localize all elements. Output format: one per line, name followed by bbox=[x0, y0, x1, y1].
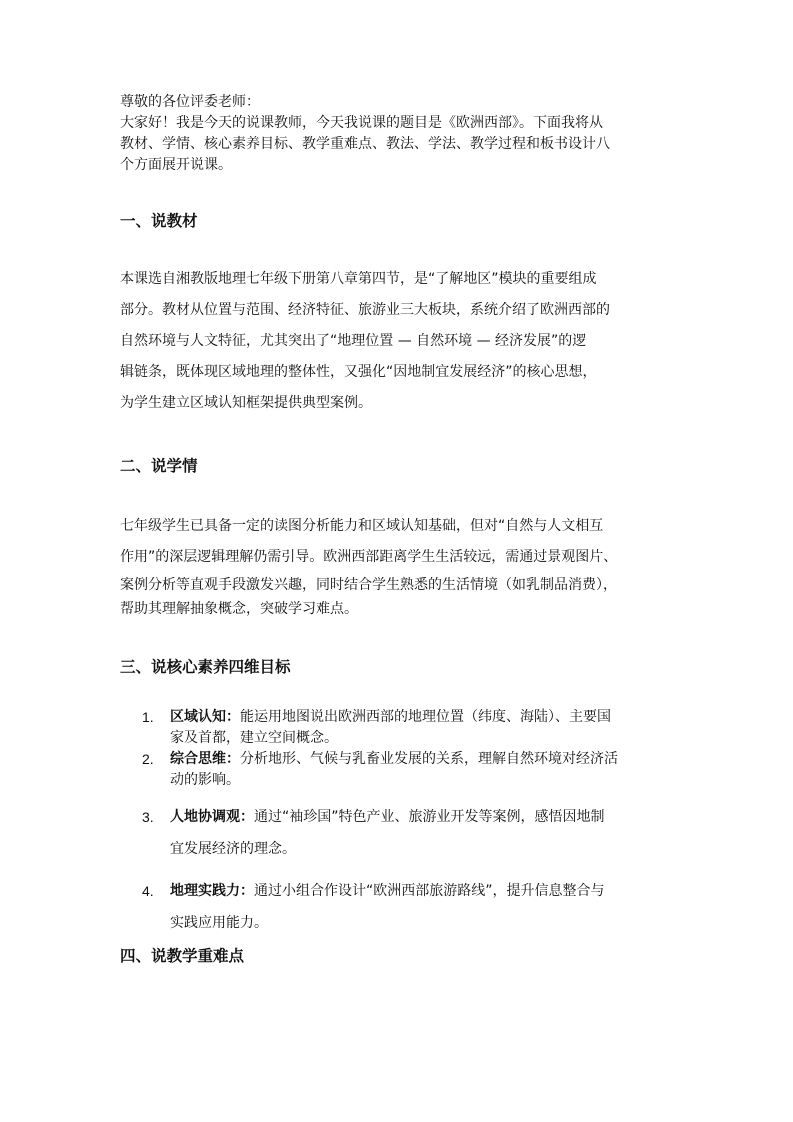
textbook-line-1: 本课选自湘教版地理七年级下册第八章第四节，是“了解地区”模块的重要组成 bbox=[120, 271, 597, 287]
goal-number-2: 2. bbox=[142, 751, 154, 767]
students-line-1: 七年级学生已具备一定的读图分析能力和区域认知基础，但对“自然与人文相互 bbox=[120, 518, 604, 534]
goal-item-1 bbox=[142, 707, 682, 749]
goals-list bbox=[142, 707, 682, 939]
goal-term-3: 人地协调观： bbox=[170, 809, 254, 825]
greeting-line: 尊敬的各位评委老师： bbox=[120, 94, 260, 110]
students-line-3: 案例分析等直观手段激发兴趣，同时结合学生熟悉的生活情境（如乳制品消费）， bbox=[120, 577, 617, 593]
textbook-line-5: 为学生建立区域认知框架提供典型案例。 bbox=[120, 395, 372, 411]
intro-line-3: 个方面展开说课。 bbox=[120, 157, 232, 173]
goal-item-4 bbox=[142, 875, 682, 939]
students-line-4: 帮助其理解抽象概念，突破学习难点。 bbox=[120, 601, 358, 617]
textbook-line-3: 自然环境与人文特征，尤其突出了“地理位置 — 自然环境 — 经济发展”的逻 bbox=[120, 333, 587, 349]
textbook-line-4: 辑链条，既体现区域地理的整体性，又强化“因地制宜发展经济”的核心思想， bbox=[120, 364, 597, 380]
textbook-line-2: 部分。教材从位置与范围、经济特征、旅游业三大板块，系统介绍了欧洲西部的 bbox=[120, 302, 610, 318]
goal-term-2: 综合思维： bbox=[170, 751, 240, 767]
goal-text-3b: 宜发展经济的理念。 bbox=[170, 841, 296, 857]
section-heading-goals: 三、说核心素养四维目标 bbox=[120, 658, 291, 676]
goal-number-3: 3. bbox=[142, 809, 154, 825]
intro-line-1: 大家好！我是今天的说课教师，今天我说课的题目是《欧洲西部》。下面我将从 bbox=[120, 115, 603, 131]
section-heading-textbook: 一、说教材 bbox=[120, 212, 198, 230]
goal-number-4: 4. bbox=[142, 883, 154, 899]
goal-text-3a: 通过“袖珍国”特色产业、旅游业开发等案例，感悟因地制 bbox=[254, 809, 605, 825]
section-heading-keypoints: 四、说教学重难点 bbox=[120, 947, 245, 965]
goal-number-1: 1. bbox=[142, 709, 154, 725]
section-heading-students: 二、说学情 bbox=[120, 457, 198, 475]
intro-line-2: 教材、学情、核心素养目标、教学重难点、教法、学法、教学过程和板书设计八 bbox=[120, 136, 610, 152]
goal-text-4b: 实践应用能力。 bbox=[170, 915, 268, 931]
goal-text-2b: 动的影响。 bbox=[170, 772, 240, 788]
goal-term-4: 地理实践力： bbox=[170, 883, 254, 899]
goal-item-2 bbox=[142, 749, 682, 791]
goal-item-3 bbox=[142, 801, 682, 865]
goal-term-1: 区域认知： bbox=[170, 709, 240, 725]
goal-text-4a: 通过小组合作设计“欧洲西部旅游路线”，提升信息整合与 bbox=[254, 883, 605, 899]
goal-text-1b: 家及首都，建立空间概念。 bbox=[170, 730, 338, 746]
students-line-2: 作用”的深层逻辑理解仍需引导。欧洲西部距离学生生活较远，需通过景观图片、 bbox=[120, 549, 618, 565]
students-paragraph bbox=[120, 510, 680, 620]
intro-block bbox=[120, 92, 610, 176]
textbook-paragraph bbox=[120, 264, 680, 419]
goal-text-2a: 分析地形、气候与乳畜业发展的关系，理解自然环境对经济活 bbox=[240, 751, 618, 767]
goal-text-1a: 能运用地图说出欧洲西部的地理位置（纬度、海陆）、主要国 bbox=[240, 709, 611, 725]
